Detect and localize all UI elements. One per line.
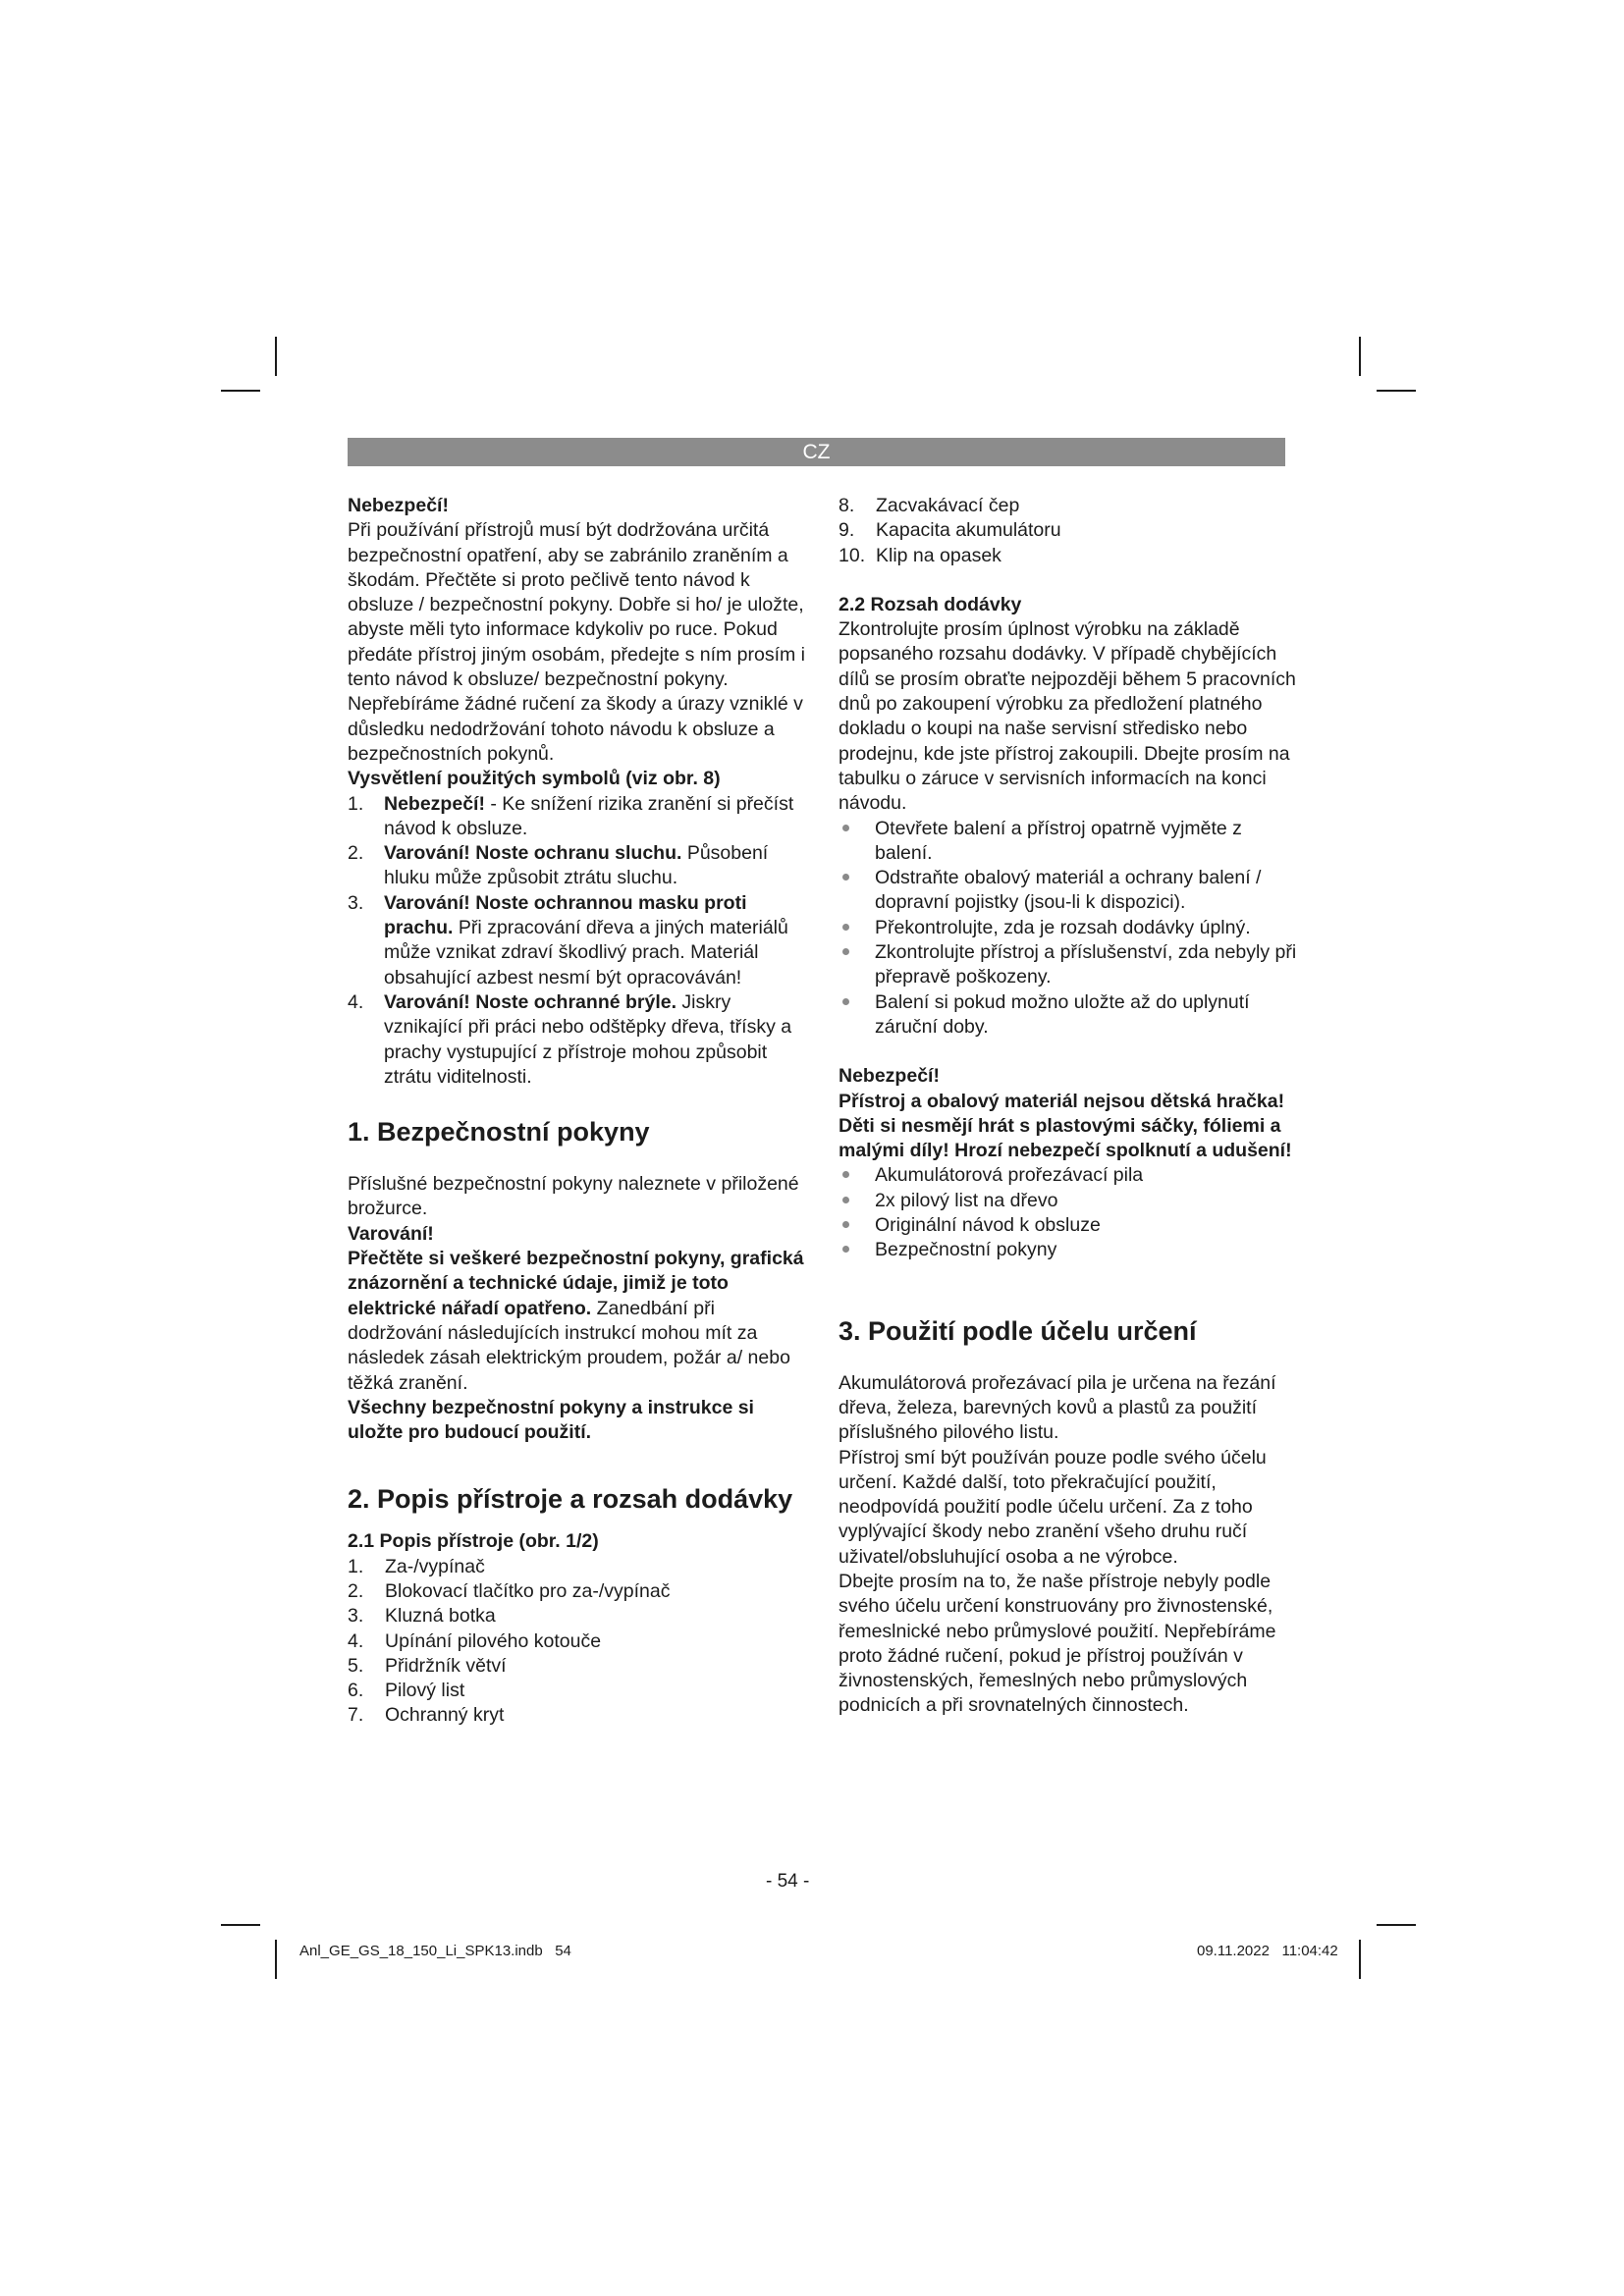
list-item: Bezpečnostní pokyny	[839, 1238, 1300, 1262]
bullet-icon	[842, 1221, 849, 1228]
section-3-p1: Akumulátorová prořezávací pila je určena na řezání dřeva, železa, barevných kovů a plastů za použití příslušného pilového listu.	[839, 1371, 1276, 1444]
bullet-icon	[842, 1171, 849, 1178]
bullet-icon	[842, 874, 849, 881]
list-item: 10. Klip na opasek	[839, 544, 1001, 566]
list-item: Odstraňte obalový materiál a ochrany balení / dopravní pojistky (jsou-li k dispozici).	[839, 866, 1300, 916]
danger-title-2: Nebezpečí!	[839, 1065, 940, 1088]
bullet-icon	[842, 825, 849, 831]
crop-mark	[221, 390, 260, 392]
language-header-bar	[348, 438, 1285, 466]
section-1-keep: Všechny bezpečnostní pokyny a instrukce si uložte pro budoucí použití.	[348, 1396, 754, 1444]
left-column	[348, 494, 809, 1729]
list-item: 7. Ochranný kryt	[348, 1704, 505, 1727]
section-1-title: 1. Bezpečnostní pokyny	[348, 1117, 650, 1148]
right-column	[839, 494, 1300, 1719]
danger-title: Nebezpečí!	[348, 495, 449, 516]
section-2-title: 2. Popis přístroje a rozsah dodávky	[348, 1484, 793, 1515]
list-item: 8. Zacvakávací čep	[839, 495, 1020, 516]
section-2-1-title: 2.1 Popis přístroje (obr. 1/2)	[348, 1530, 599, 1553]
parts-list	[348, 1555, 809, 1729]
footer-filename: Anl_GE_GS_18_150_Li_SPK13.indb 54	[299, 1943, 571, 1959]
section-1-intro: Příslušné bezpečnostní pokyny naleznete v přiložené brožurce.	[348, 1173, 799, 1220]
section-1-body: Přečtěte si veškeré bezpečnostní pokyny, grafická znázornění a technické údaje, jimiž je toto elektrické nářadí opatřeno. Zanedbání při dodržování následujících instrukcí mohou mít za následek zásah elektrickým proudem, požár a/ nebo těžká zranění.	[348, 1248, 804, 1394]
list-item: 4. Upínání pilového kotouče	[348, 1629, 602, 1652]
bullet-icon	[842, 948, 849, 955]
list-item: 5. Přidržník větví	[348, 1654, 507, 1677]
crop-mark	[275, 1940, 277, 1979]
crop-mark	[1377, 390, 1416, 392]
section-3-title: 3. Použití podle účelu určení	[839, 1315, 1197, 1346]
list-item: Zkontrolujte přístroj a příslušenství, zda nebyly při přepravě poškozeny.	[839, 940, 1300, 990]
list-item: 1. Za-/vypínač	[348, 1555, 485, 1577]
section-2-2-title: 2.2 Rozsah dodávky	[839, 593, 1022, 615]
section-3-p2: Přístroj smí být používán pouze podle svého účelu určení. Každé další, toto překračující použití, neodpovídá použití podle účelu určení. Za z toho vyplývající škody nebo zranění všeho druhu ručí uživatel/obsluhující osoba a ne výrobce.	[839, 1446, 1267, 1568]
list-item: 4. Varování! Noste ochranné brýle. Jiskry vznikající při práci nebo odštěpky dřeva, třísky a prachy vystupující z přístroje mohou způsobit ztrátu viditelnosti.	[348, 990, 792, 1088]
list-item: 9. Kapacita akumulátoru	[839, 519, 1061, 542]
crop-mark	[1359, 337, 1361, 376]
symbols-list	[348, 792, 809, 1091]
list-item: 1. Nebezpečí! - Ke snížení rizika zranění si přečíst návod k obsluze.	[348, 792, 794, 839]
bullet-icon	[842, 1197, 849, 1203]
list-item: 2. Blokovací tlačítko pro za-/vypínač	[348, 1579, 671, 1602]
crop-mark	[1377, 1924, 1416, 1926]
bullet-icon	[842, 924, 849, 931]
unpacking-steps	[839, 817, 1300, 1041]
bullet-icon	[842, 998, 849, 1005]
page-number: - 54 -	[766, 1871, 810, 1892]
delivery-contents	[839, 1163, 1300, 1262]
list-item: Akumulátorová prořezávací pila	[839, 1163, 1300, 1188]
section-2-2-text: Zkontrolujte prosím úplnost výrobku na základě popsaného rozsahu dodávky. V případě chybějících dílů se prosím obraťte nejpozději během 5 pracovních dnů po zakoupení výrobku za předložení platného dokladu o koupi na naše servisní středisko nebo prodejnu, kde jste přístroj zakoupili. Dbejte prosím na tabulku o záruce v servisních informacích na konci návodu.	[839, 618, 1296, 815]
footer-datetime: 09.11.2022 11:04:42	[1197, 1943, 1338, 1959]
crop-mark	[221, 1924, 260, 1926]
language-code: CZ	[802, 441, 831, 463]
list-item: Překontrolujte, zda je rozsah dodávky úplný.	[839, 916, 1300, 940]
danger-text: Při používání přístrojů musí být dodržována určitá bezpečnostní opatření, aby se zabránilo zraněním a škodám. Přečtěte si proto pečlivě tento návod k obsluze / bezpečnostní pokyny. Dobře si ho/ je uložte, abyste měli tyto informace kdykoliv po ruce. Pokud předáte přístroj jiným osobám, předejte s ním prosím i tento návod k obsluze/ bezpečnostní pokyny. Nepřebíráme žádné ručení za škody a úrazy vzniklé v důsledku nedodržování tohoto návodu k obsluze a bezpečnostních pokynů.	[348, 519, 806, 765]
list-item: 2x pilový list na dřevo	[839, 1189, 1300, 1213]
section-1-warning: Varování!	[348, 1222, 434, 1245]
danger-text-2: Přístroj a obalový materiál nejsou dětská hračka! Děti si nesmějí hrát s plastovými sáčky, fóliemi a malými díly! Hrozí nebezpečí spolknutí a udušení!	[839, 1090, 1292, 1162]
crop-mark	[275, 337, 277, 376]
list-item: 3. Kluzná botka	[348, 1605, 496, 1628]
list-item: Originální návod k obsluze	[839, 1213, 1300, 1238]
bullet-icon	[842, 1246, 849, 1253]
symbols-title: Vysvětlení použitých symbolů (viz obr. 8)	[348, 768, 721, 790]
section-3-p3: Dbejte prosím na to, že naše přístroje nebyly podle svého účelu určení konstruovány pro živnostenské, řemeslnické nebo průmyslové použití. Nepřebíráme proto žádné ručení, pokud je přístroj používán v živnostenských, řemeslných nebo průmyslových podnicích a při srovnatelných činnostech.	[839, 1570, 1276, 1717]
parts-list-continued	[839, 494, 1300, 568]
list-item: 2. Varování! Noste ochranu sluchu. Působení hluku může způsobit ztrátu sluchu.	[348, 842, 769, 889]
list-item: 6. Pilový list	[348, 1680, 465, 1702]
list-item: Balení si pokud možno uložte až do uplynutí záruční doby.	[839, 990, 1300, 1041]
list-item: 3. Varování! Noste ochrannou masku proti prachu. Při zpracování dřeva a jiných materiálů může vznikat zdraví škodlivý prach. Materiál obsahující azbest nesmí být opracováván!	[348, 891, 788, 988]
crop-mark	[1359, 1940, 1361, 1979]
list-item: Otevřete balení a přístroj opatrně vyjměte z balení.	[839, 817, 1300, 867]
